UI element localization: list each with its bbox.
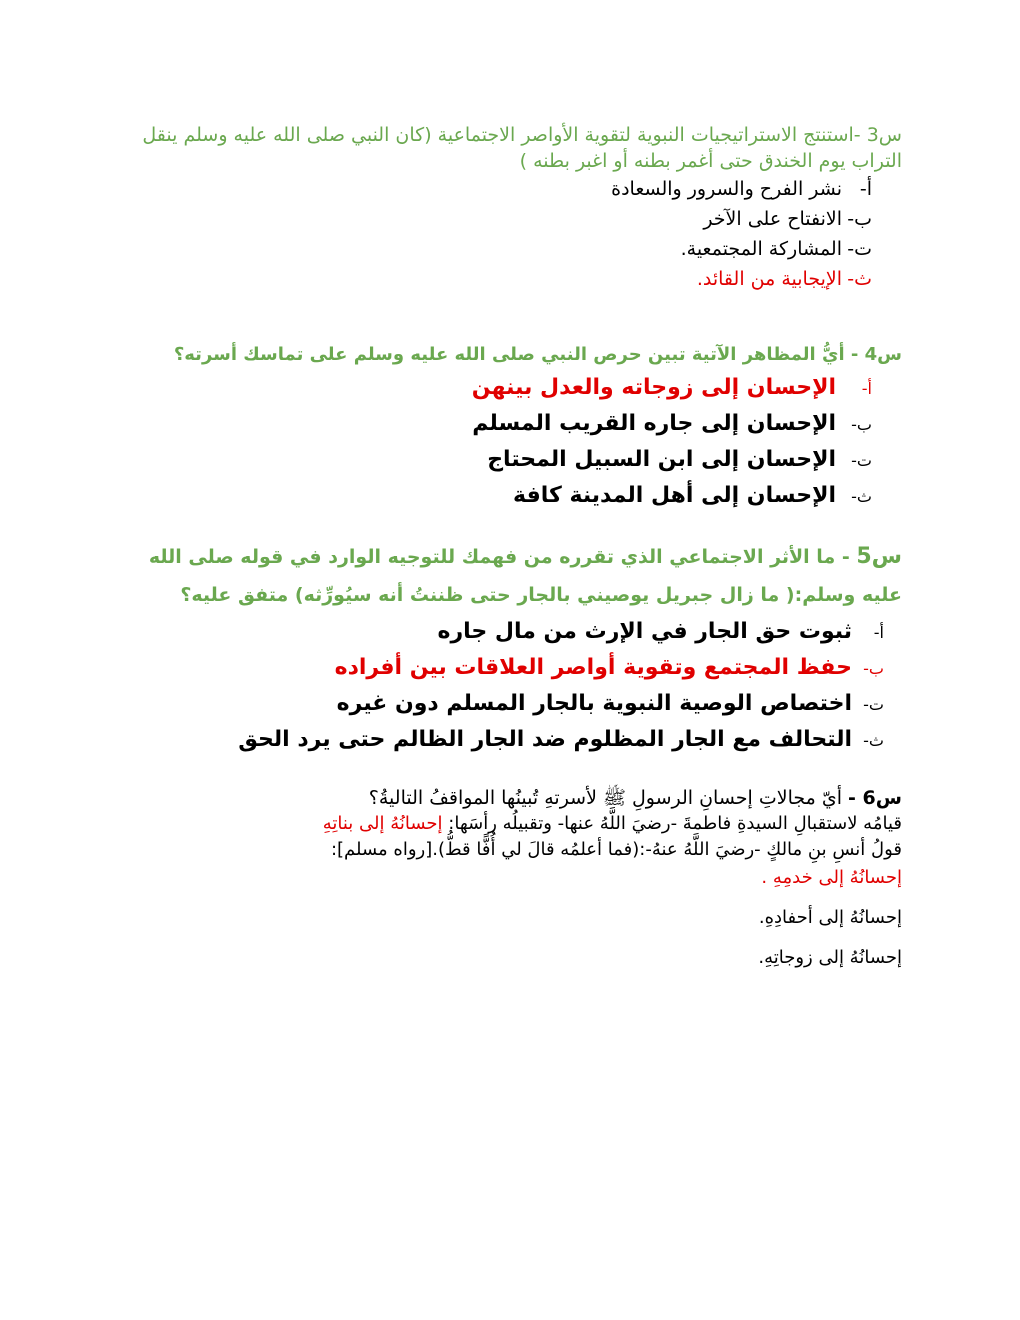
statement-1-answer: إحسانُهُ إلى بناتِهِ [322,813,443,834]
question-3 [142,122,902,294]
question-6-statement-2: قولُ أنسِ بنِ مالكٍ -رضيَ اللَّهُ عنهُ-:(فما أعلمُه قالَ لي أُفًّا قطُّ).[رواه مسلم]: [330,839,902,860]
question-4-title: س4 - أيُّ المظاهر الآتية تبين حرص النبي صلى الله عليه وسلم على تماسك أسرته؟ [173,344,902,365]
question-5-option-c [142,686,902,722]
option-text: نشر الفرح والسرور والسعادة [611,178,842,200]
option-marker: ت- [851,451,872,470]
option-marker: أ- [861,379,872,398]
option-marker: ب- [847,208,872,230]
question-4-option-d [142,478,902,514]
question-4-option-b [142,406,902,442]
question-5-text: - ما الأثر الاجتماعي الذي تقرره من فهمك للتوجيه الوارد في قوله صلى الله عليه وسلم:( ما زال جبريل يوصيني بالجار حتى ظننتُ أنه سيُورِّثه) متفق عليه؟ [148,546,902,606]
question-4 [142,340,902,514]
option-marker: ب- [863,659,884,678]
option-text: حفظ المجتمع وتقوية أواصر العلاقات بين أفراده [334,655,852,680]
question-3-option-b [142,204,902,234]
question-3-option-d [142,264,902,294]
option-marker: ث- [847,268,872,290]
question-5-number: س5 [856,544,902,569]
option-marker: ث- [863,731,884,750]
question-6-answer-3: إحسانُهُ إلى زوجاتِهِ. [758,947,902,968]
question-3-option-c [142,234,902,264]
option-marker: ب- [851,415,872,434]
question-6-number: س6 - [848,787,902,809]
question-5-option-d [142,722,902,758]
question-4-option-c [142,442,902,478]
option-text: التحالف مع الجار المظلوم ضد الجار الظالم حتى يرد الحق [238,727,852,752]
option-marker: ت- [863,695,884,714]
question-3-title: س3 -استنتج الاستراتيجيات النبوية لتقوية الأواصر الاجتماعية (كان النبي صلى الله عليه وسلم ينقل التراب يوم الخندق حتى أغمر بطنه أو اغبر بطنه ) [142,124,902,172]
question-6-text: أيّ مجالاتِ إحسانِ الرسولِ ﷺ لأسرتهِ تُبينُها المواقفُ التاليةُ؟ [368,787,849,809]
option-text: الانفتاح على الآخر [703,208,842,230]
option-text: الإحسان إلى أهل المدينة كافة [513,483,836,508]
option-text: اختصاص الوصية النبوية بالجار المسلم دون غيره [336,691,852,716]
option-text: الإحسان إلى ابن السبيل المحتاج [487,447,836,472]
statement-text: قيامُه لاستقبالِ السيدةِ فاطمةَ -رضيَ اللَّهُ عنها- وتقبيلُه رأسَها: [448,813,902,834]
question-6-answer-2: إحسانُهُ إلى أحفادِهِ. [758,907,902,928]
option-text: الإحسان إلى جاره القريب المسلم [472,411,836,436]
option-marker: أ- [859,178,872,200]
option-text: المشاركة المجتمعية. [680,238,842,260]
option-text: ثبوت حق الجار في الإرث من مال جاره [437,619,852,644]
question-6-answer-red: إحسانُهُ إلى خدمِهِ . [761,867,902,888]
option-text: الإيجابية من القائد. [696,268,842,290]
option-marker: ث- [851,487,872,506]
question-6 [142,785,902,971]
option-text: الإحسان إلى زوجاته والعدل بينهن [471,375,836,400]
question-5 [142,538,902,758]
question-4-option-a [142,370,902,406]
question-5-title [142,538,902,614]
question-3-option-a [142,174,902,204]
question-5-option-b [142,650,902,686]
question-5-option-a [142,614,902,650]
option-marker: أ- [873,623,884,642]
question-6-title [142,785,902,811]
option-marker: ت- [847,238,872,260]
question-6-statement-1 [142,811,902,837]
